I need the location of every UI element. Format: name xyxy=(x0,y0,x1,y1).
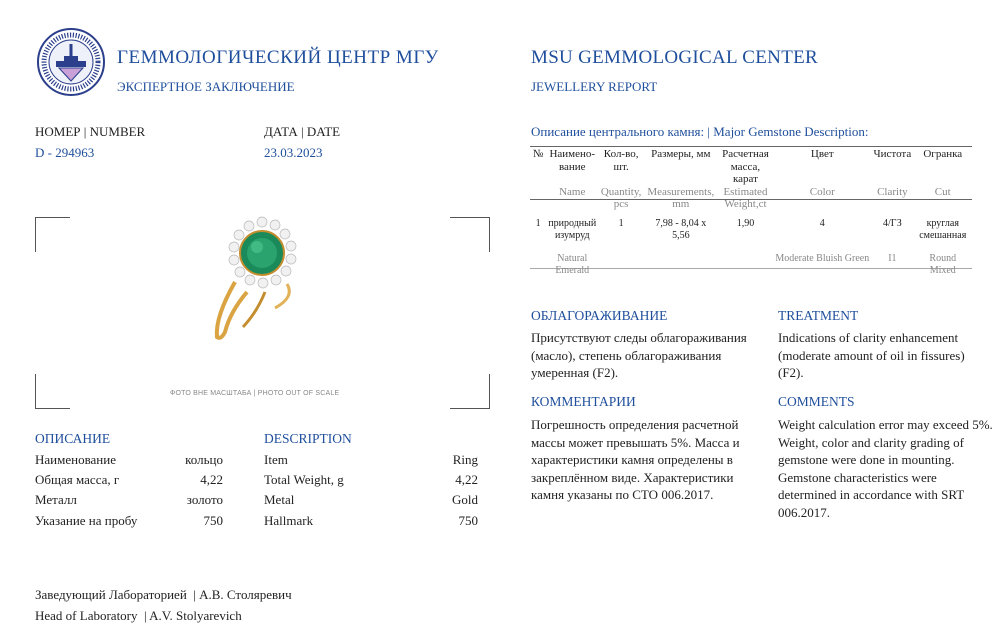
cell-empty xyxy=(718,253,774,281)
desc-value-ru: кольцо xyxy=(185,452,223,467)
desc-value-ru: 750 xyxy=(203,513,223,528)
table-row-en xyxy=(530,253,972,281)
cell-clarity: 4/ГЗ xyxy=(882,217,902,229)
col-header-en: Quantity, pcs xyxy=(600,185,642,210)
cell-weight: 1,90 xyxy=(736,217,755,229)
description-title-en: DESCRIPTION xyxy=(264,431,352,446)
desc-label-ru: Указание на пробу xyxy=(35,513,138,528)
col-header: Цвет xyxy=(810,148,834,160)
desc-label-ru: Общая масса, г xyxy=(35,472,120,487)
col-header-en: Measurements, mm xyxy=(647,185,715,210)
header-subtitle-ru: ЭКСПЕРТНОЕ ЗАКЛЮЧЕНИЕ xyxy=(117,79,295,94)
gemstone-heading: Описание центрального камня: | Major Gemstone Description: xyxy=(531,124,869,139)
cell-name-en: Natural Emerald xyxy=(555,252,590,276)
report-number-label: НОМЕР | NUMBER xyxy=(35,124,146,139)
cell-empty xyxy=(598,253,644,281)
col-header-en: Estimated Weight,ct xyxy=(723,185,768,210)
comments-text-en: Weight calculation error may exceed 5%. Weight, color and clarity grading of gemstone were done in mounting. Gemstone characteristics were determined in accordance with SRT 006.2017. xyxy=(778,417,993,520)
desc-label-en: Item xyxy=(264,452,288,467)
col-header-en: Cut xyxy=(934,185,951,198)
desc-value-ru: золото xyxy=(186,492,223,507)
cell-cut-en: Round Mixed xyxy=(929,252,957,276)
cell-color: 4 xyxy=(819,217,825,229)
report-date-value: 23.03.2023 xyxy=(264,145,323,160)
cell-cut-ru: круглая смешанная xyxy=(919,217,967,241)
treatment-text-ru: Присутствуют следы облагораживания (масло), степень облагораживания умеренная (F2). xyxy=(531,330,747,380)
desc-label-en: Hallmark xyxy=(264,513,314,528)
table-header-ru xyxy=(530,146,972,186)
table-header-en xyxy=(530,186,972,213)
desc-label-en: Total Weight, g xyxy=(264,472,344,487)
comments-text-ru: Погрешность определения расчетной массы может превышать 5%. Масса и характеристики камня определены в закреплённом виде. Характеристики камня указаны по СТО 006.2017. xyxy=(531,417,740,502)
col-header: Кол-во, шт. xyxy=(603,148,639,173)
description-title-ru: ОПИСАНИЕ xyxy=(35,431,111,446)
desc-value-en: 750 xyxy=(458,513,478,528)
header-title-en: MSU GEMMOLOGICAL CENTER xyxy=(531,47,818,68)
cell-empty xyxy=(530,253,546,281)
ring-photo xyxy=(205,212,315,342)
table-row xyxy=(530,213,972,253)
col-header: № xyxy=(532,148,544,160)
cell-color-en: Moderate Bluish Green xyxy=(775,252,870,264)
frame-corner-bl xyxy=(35,374,70,409)
col-header-en: Name xyxy=(559,185,586,198)
header-title-ru: ГЕММОЛОГИЧЕСКИЙ ЦЕНТР МГУ xyxy=(117,47,439,68)
desc-label-ru: Металл xyxy=(35,492,77,507)
cell-num: 1 xyxy=(535,217,541,229)
report-date-label: ДАТА | DATE xyxy=(264,124,341,139)
gemstone-table xyxy=(530,146,972,281)
desc-value-en: Ring xyxy=(452,452,478,467)
desc-label-ru: Наименование xyxy=(35,452,116,467)
col-header: Огранка xyxy=(923,148,963,160)
signature-line-en: Head of Laboratory | A.V. Stolyarevich xyxy=(35,608,242,623)
col-header: Наимено-вание xyxy=(549,148,596,173)
header-subtitle-en: JEWELLERY REPORT xyxy=(531,79,658,94)
col-header: Размеры, мм xyxy=(651,148,711,160)
frame-corner-tr xyxy=(450,217,490,252)
desc-value-en: 4,22 xyxy=(455,472,478,487)
col-header-en: Color xyxy=(809,185,835,198)
treatment-title-en: TREATMENT xyxy=(778,308,859,323)
desc-value-ru: 4,22 xyxy=(200,472,223,487)
cell-empty xyxy=(644,253,718,281)
treatment-title-ru: ОБЛАГОРАЖИВАНИЕ xyxy=(531,308,668,323)
report-number-value: D - 294963 xyxy=(35,145,95,160)
treatment-text-en: Indications of clarity enhancement (moderate amount of oil in fissures) (F2). xyxy=(778,330,965,380)
frame-corner-tl xyxy=(35,217,70,252)
cell-qty: 1 xyxy=(618,217,624,229)
comments-title-en: COMMENTS xyxy=(778,394,855,409)
desc-value-en: Gold xyxy=(452,492,478,507)
signature-line-ru: Заведующий Лабораторией | А.В. Столяревич xyxy=(35,587,292,602)
col-header-en xyxy=(530,186,546,213)
cell-name-ru: природный изумруд xyxy=(548,217,597,241)
col-header: Расчетная масса, карат xyxy=(722,148,769,185)
cell-size: 7,98 - 8,04 x 5,56 xyxy=(655,217,707,241)
desc-label-en: Metal xyxy=(264,492,295,507)
col-header-en: Clarity xyxy=(877,185,908,198)
photo-caption: ФОТО ВНЕ МАСШТАБА | PHOTO OUT OF SCALE xyxy=(170,390,340,397)
col-header: Чистота xyxy=(873,148,912,160)
comments-title-ru: КОММЕНТАРИИ xyxy=(531,394,636,409)
frame-corner-br xyxy=(450,374,490,409)
msu-logo xyxy=(37,28,105,96)
cell-clarity-en: I1 xyxy=(888,252,897,264)
